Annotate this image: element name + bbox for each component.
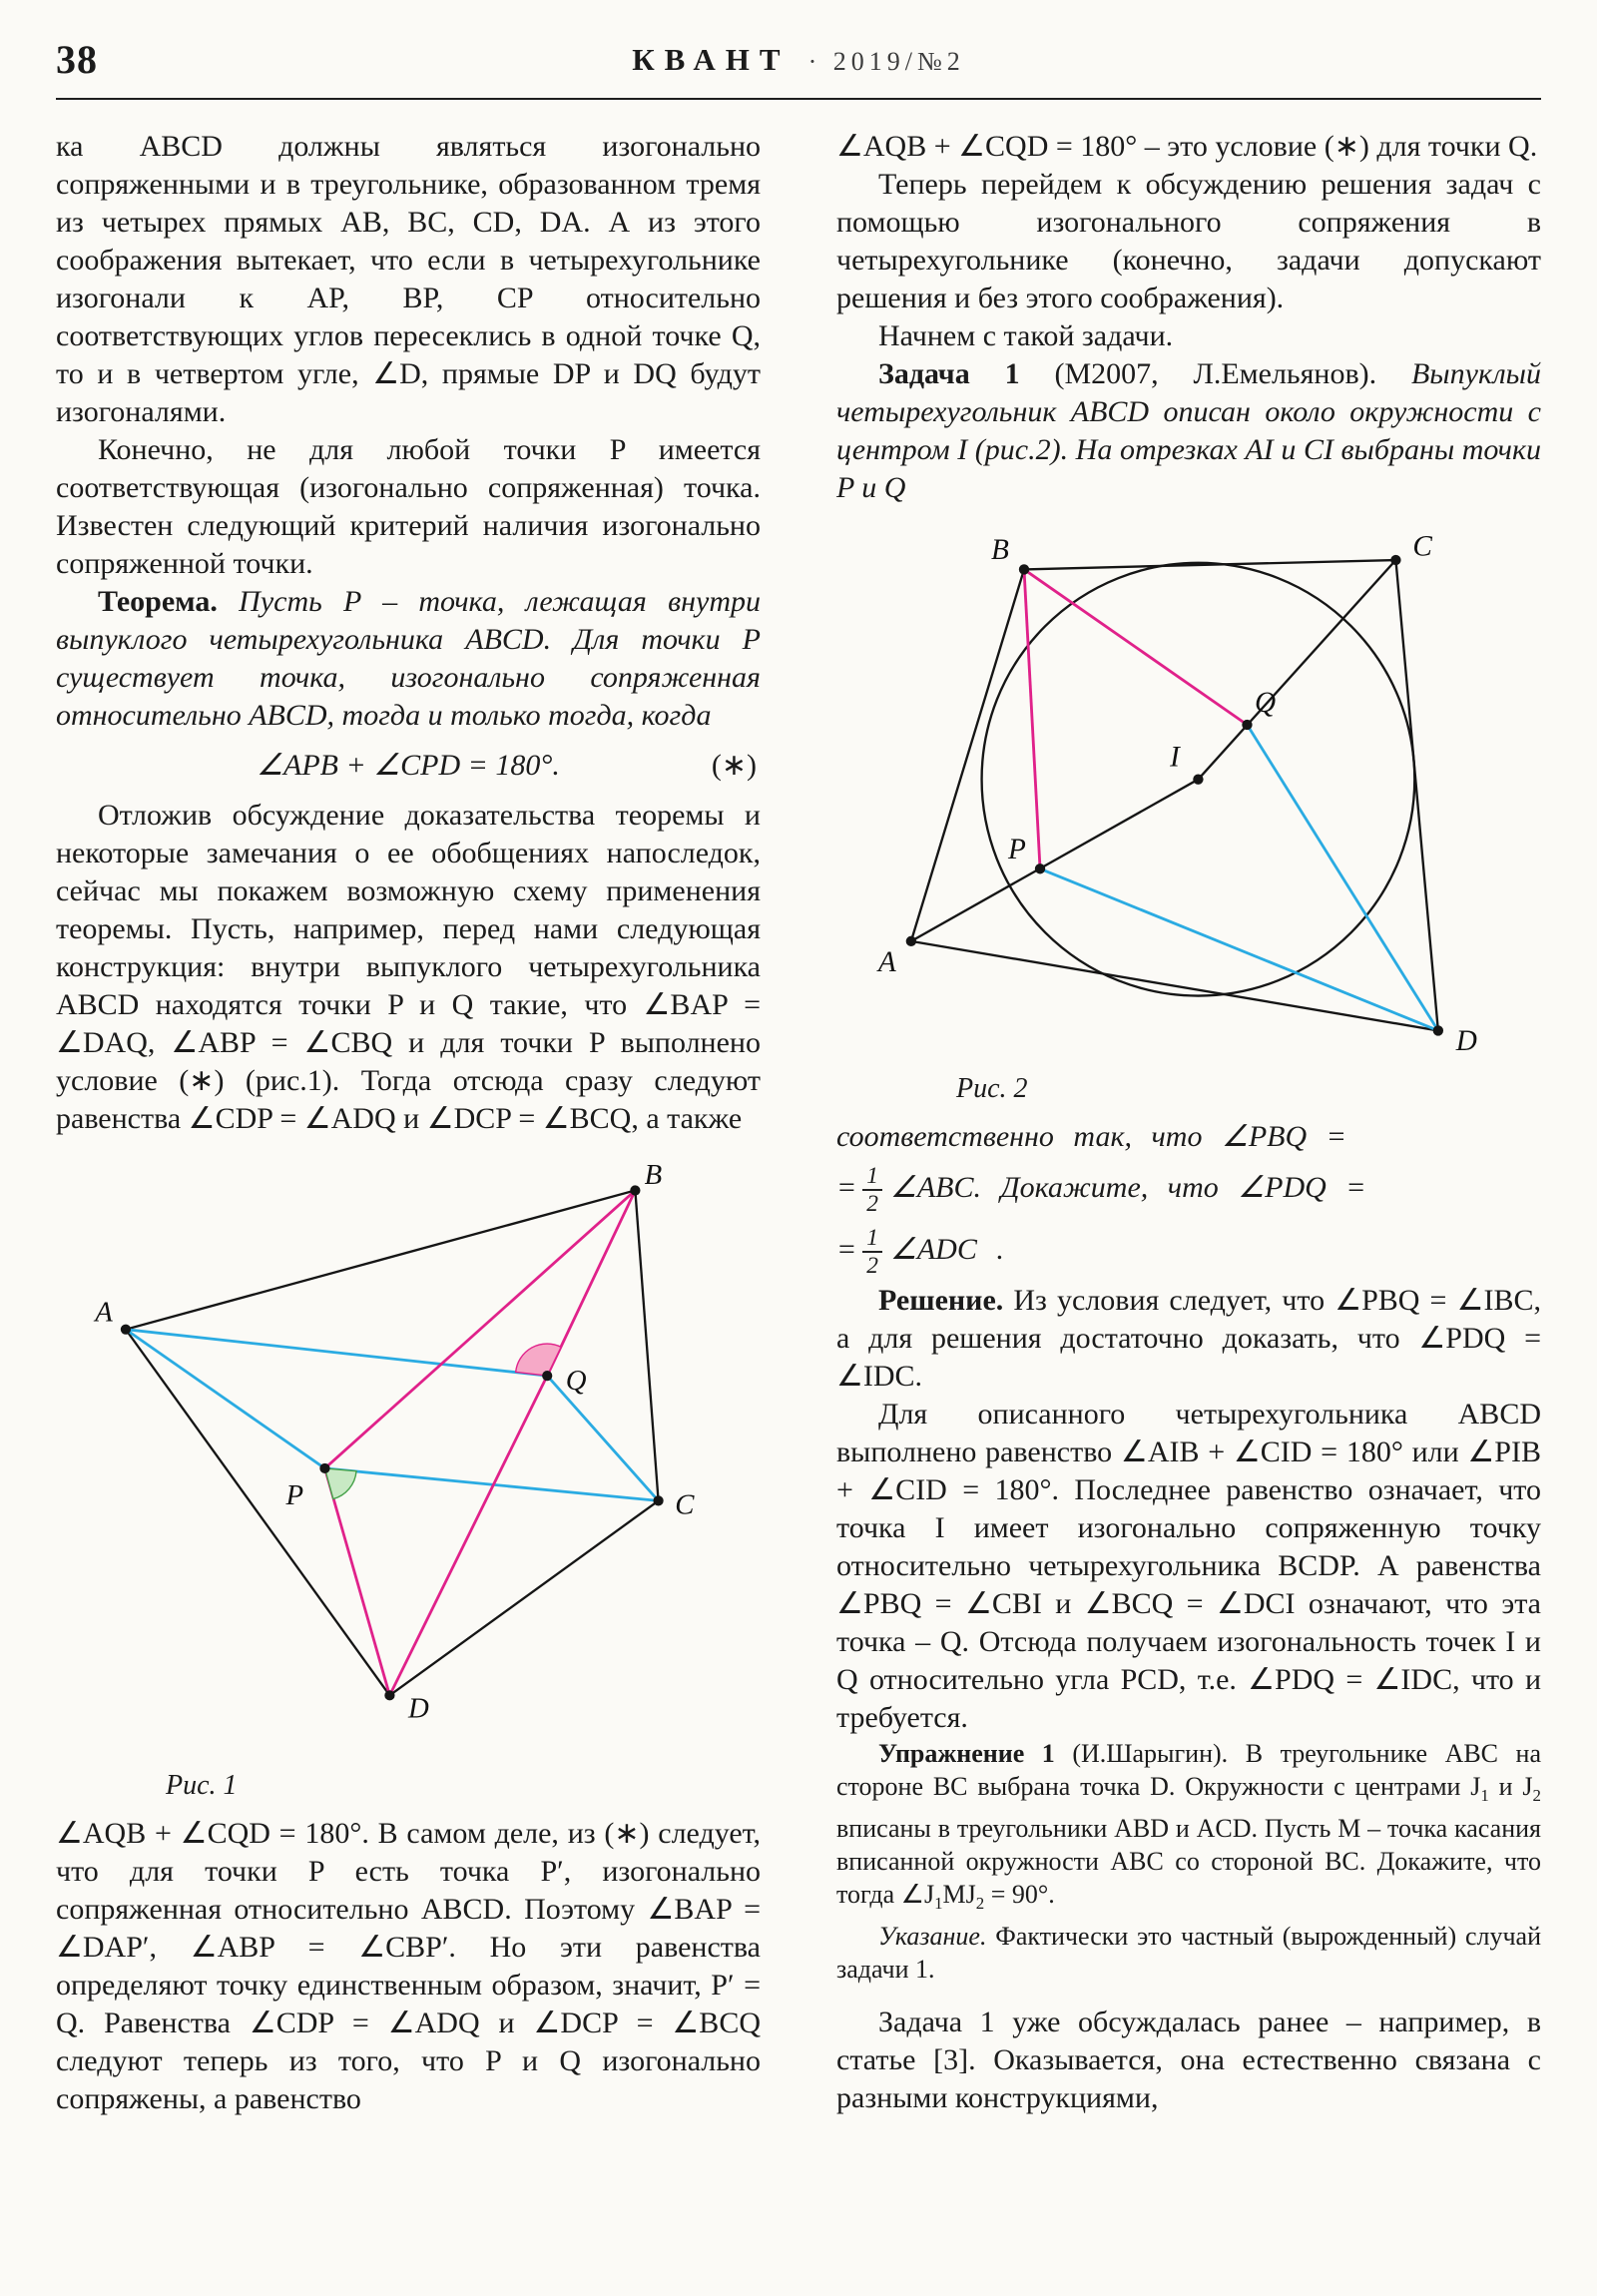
exercise-text-mid1: и J bbox=[1488, 1772, 1533, 1801]
hint-text: Фактически это частный (вырожденный) случай задачи 1. bbox=[836, 1922, 1541, 1985]
fig1-angle-wedge-P bbox=[324, 1468, 356, 1499]
fig1-point-P-dot bbox=[319, 1463, 329, 1473]
paragraph: ∠AQB + ∠CQD = 180° – это условие (∗) для точки Q. bbox=[836, 130, 1538, 163]
fig2-edge-BC bbox=[1024, 560, 1395, 569]
fig1-edge-BC bbox=[635, 1190, 658, 1500]
fig2-cyan-segments bbox=[1040, 725, 1438, 1030]
fig1-magenta-cevians bbox=[324, 1190, 635, 1695]
fig1-label-B: B bbox=[644, 1158, 663, 1191]
problem-continuation bbox=[836, 1118, 1541, 1280]
fig2-edge-CD bbox=[1395, 560, 1437, 1030]
paragraph: Отложив обсуждение доказательства теоремы и некоторые замечания о ее обобщениях напоследок, сейчас мы покажем возможную схему применения теоремы. Пусть, например, перед нами следующая конструкция: внутри выпуклого четырехугольника ABCD находятся точки P и Q такие, что ∠BAP = ∠DAQ, ∠ABP = ∠CBQ и для точки P выполнено условие (∗) (рис.1). Тогда отсюда сразу следуют равенства ∠CDP = ∠ADQ и ∠DCP = ∠BCQ, а также bbox=[56, 799, 761, 1135]
fig1-point-D-dot bbox=[384, 1690, 394, 1700]
fig1-point-B-dot bbox=[630, 1185, 640, 1195]
solution-text: Из условия следует, что ∠PBQ = ∠IBC, а для решения достаточно доказать, что ∠PDQ = ∠IDC. bbox=[836, 1284, 1541, 1393]
fig2-segment-CI bbox=[1198, 560, 1395, 780]
theorem-label: Теорема. bbox=[98, 585, 218, 618]
subscript-2: 2 bbox=[975, 1894, 985, 1914]
subscript-1: 1 bbox=[1480, 1786, 1489, 1806]
hint-label: Указание. bbox=[878, 1922, 987, 1952]
continuation-line-2-tail: ∠ABC. Докажите, что ∠PDQ = bbox=[889, 1171, 1366, 1204]
fig1-angle-wedge-Q bbox=[516, 1344, 561, 1376]
fig1-point-dots bbox=[121, 1185, 664, 1700]
solution-label: Решение. bbox=[878, 1284, 1004, 1317]
problem-source: (М2007, Л.Емельянов). bbox=[1019, 357, 1411, 390]
paragraph: Начнем с такой задачи. bbox=[878, 319, 1174, 352]
header-rule bbox=[56, 98, 1541, 100]
fig1-label-P: P bbox=[285, 1479, 304, 1512]
fig2-point-B-dot bbox=[1019, 564, 1029, 574]
figure-2 bbox=[836, 527, 1541, 1064]
exercise-text-end: = 90°. bbox=[984, 1880, 1055, 1910]
running-head bbox=[56, 42, 1541, 78]
fraction-denominator: 2 bbox=[866, 1253, 878, 1280]
fig2-label-I: I bbox=[1170, 741, 1180, 774]
fig2-edge-AB bbox=[911, 569, 1024, 940]
equals-sign: = bbox=[836, 1233, 857, 1266]
figure-1 bbox=[56, 1158, 761, 1761]
fig1-cevian-DP bbox=[324, 1468, 389, 1695]
fig1-cevian-AP bbox=[126, 1330, 325, 1468]
issue-label: · 2019/№2 bbox=[807, 47, 965, 76]
figure2-caption: Рис. 2 bbox=[956, 1073, 1028, 1104]
exercise-text-pre: В треугольнике ABC на стороне BC выбрана точка D. Окружности с центрами J bbox=[836, 1739, 1542, 1801]
fig2-point-A-dot bbox=[906, 936, 916, 946]
fig2-label-A: A bbox=[877, 946, 896, 979]
fig1-cevian-DQ bbox=[389, 1376, 547, 1695]
fig1-edge-CD bbox=[389, 1500, 658, 1695]
fig2-point-D-dot bbox=[1433, 1025, 1443, 1035]
fig1-label-D: D bbox=[408, 1692, 429, 1725]
fraction-denominator: 2 bbox=[866, 1191, 878, 1218]
paragraph: ка ABCD должны являться изогонально сопряженными и в треугольнике, образованном тремя из четырех прямых AB, BC, CD, DA. А из этого соображения вытекает, что если в четырехугольнике изогонали к AP, BP, CP относительно соответствующих углов пересеклись в одной точке Q, то и в четвертом угле, ∠D, прямые DP и DQ будут изогоналями. bbox=[56, 130, 761, 428]
fig1-cevian-CQ bbox=[547, 1376, 658, 1500]
continuation-line-2 bbox=[836, 1158, 1541, 1218]
paragraph: Теперь перейдем к обсуждению решения задач с помощью изогонального сопряжения в четырехугольнике (конечно, задачи допускают решения и без этого соображения). bbox=[836, 168, 1541, 314]
problem-paragraph bbox=[836, 355, 1541, 507]
continuation-line-3 bbox=[836, 1220, 1541, 1280]
exercise-paragraph bbox=[836, 1737, 1541, 1920]
solution-paragraph bbox=[836, 1282, 1541, 1396]
subscript-1: 1 bbox=[934, 1894, 943, 1914]
paragraph: Конечно, не для любой точки P имеется соответствующая (изогонально сопряженная) точка. Известен следующий критерий наличия изогонально сопряженной точки. bbox=[56, 433, 761, 580]
figure2-canvas bbox=[859, 527, 1518, 1054]
paragraph: Для описанного четырехугольника ABCD выполнено равенство ∠AIB + ∠CID = 180° или ∠PIB + ∠CID = 180°. Последнее равенство означает, что точка I имеет изогонально сопряженную точку относительно четырехугольника BCDP. А равенства ∠PBQ = ∠CBI и ∠BCQ = ∠DCI означают, что эта точка – Q. Отсюда получаем изогональность точек I и Q относительно угла PCD, т.е. ∠PDQ = ∠IDC, что и требуется. bbox=[836, 1398, 1541, 1734]
journal-title: КВАНТ bbox=[632, 42, 791, 77]
fig1-cevian-CP bbox=[324, 1468, 658, 1500]
right-column bbox=[836, 128, 1541, 2118]
one-half-fraction bbox=[862, 1163, 882, 1217]
equation-tag: (∗) bbox=[711, 749, 757, 782]
two-column-layout bbox=[56, 128, 1541, 2118]
one-half-fraction bbox=[862, 1225, 882, 1279]
figure1-caption: Рис. 1 bbox=[166, 1770, 238, 1801]
fig2-quadrilateral-edges bbox=[911, 560, 1438, 1030]
continuation-line-3-tail: ∠ADC . bbox=[889, 1233, 1004, 1266]
fig1-point-C-dot bbox=[653, 1495, 663, 1505]
page-number: 38 bbox=[56, 37, 98, 82]
paragraph: Задача 1 уже обсуждалась ранее – например, в статье [3]. Оказывается, она естественно связана с разными конструкциями, bbox=[836, 2006, 1541, 2115]
subscript-2: 2 bbox=[1532, 1786, 1541, 1806]
left-column bbox=[56, 128, 761, 2118]
fig2-label-P: P bbox=[1007, 833, 1026, 865]
equation-formula: ∠APB + ∠CPD = 180°. bbox=[257, 749, 560, 782]
exercise-source: (И.Шарыгин). bbox=[1054, 1739, 1246, 1768]
fig2-point-P-dot bbox=[1035, 863, 1045, 873]
fig2-label-C: C bbox=[1412, 530, 1432, 563]
fraction-numerator: 1 bbox=[862, 1225, 882, 1253]
fig1-label-C: C bbox=[675, 1488, 695, 1521]
fig2-label-Q: Q bbox=[1255, 686, 1277, 719]
fig2-segment-PD bbox=[1040, 868, 1438, 1030]
problem-label: Задача 1 bbox=[878, 357, 1020, 390]
fig2-point-I-dot bbox=[1193, 775, 1203, 785]
fig1-cyan-cevians bbox=[126, 1330, 659, 1501]
theorem-text: Пусть P – точка, лежащая внутри выпуклого четырехугольника ABCD. Для точки P существует точка, изогонально сопряженная относительно ABCD, тогда и только тогда, когда bbox=[56, 585, 761, 732]
fig2-point-dots bbox=[906, 555, 1443, 1036]
page-header bbox=[56, 36, 1541, 88]
fig1-label-Q: Q bbox=[565, 1365, 587, 1398]
fig2-point-C-dot bbox=[1390, 555, 1400, 565]
fig2-segment-QD bbox=[1247, 725, 1437, 1030]
equals-sign: = bbox=[836, 1171, 857, 1204]
fig2-edge-DA bbox=[911, 941, 1438, 1031]
exercise-label: Упражнение 1 bbox=[878, 1739, 1055, 1768]
continuation-line-1: соответственно так, что ∠PBQ = bbox=[836, 1120, 1346, 1153]
fig1-quadrilateral-edges bbox=[126, 1190, 659, 1695]
problem-text: Выпуклый четырехугольник ABCD описан около окружности с центром I (рис.2). На отрезках AI и CI выбраны точки P и Q bbox=[836, 357, 1541, 504]
fig2-point-Q-dot bbox=[1242, 720, 1252, 730]
theorem-paragraph bbox=[56, 583, 761, 735]
fig2-label-B: B bbox=[991, 534, 1009, 567]
fig2-label-D: D bbox=[1455, 1025, 1477, 1054]
fig1-label-A: A bbox=[95, 1296, 113, 1329]
display-equation bbox=[56, 747, 761, 785]
fraction-numerator: 1 bbox=[862, 1163, 882, 1191]
exercise-text-mid2: вписаны в треугольники ABD и ACD. Пусть M – точка касания вписанной окружности ABC со стороной BC. Докажите, что тогда ∠J bbox=[836, 1814, 1541, 1910]
fig1-edge-DA bbox=[126, 1330, 390, 1696]
fig1-cevian-AQ bbox=[126, 1330, 547, 1376]
fig2-segment-BQ bbox=[1024, 569, 1247, 725]
exercise-text-mid3: MJ bbox=[942, 1880, 976, 1910]
paragraph: ∠AQB + ∠CQD = 180°. В самом деле, из (∗) следует, что для точки P есть точка P′, изогонально сопряженная относительно ABCD. Поэтому ∠BAP = ∠DAP′, ∠ABP = ∠CBP′. Но эти равенства определяют точку единственным образом, значит, P′ = Q. Равенства ∠CDP = ∠ADQ и ∠DCP = ∠BCQ следуют теперь из того, что P и Q изогонально сопряжены, а равенство bbox=[56, 1817, 761, 2115]
hint-paragraph bbox=[836, 1920, 1541, 1986]
fig1-point-Q-dot bbox=[542, 1371, 552, 1381]
fig2-segment-BP bbox=[1024, 569, 1040, 868]
fig1-point-A-dot bbox=[121, 1325, 131, 1335]
figure1-canvas bbox=[84, 1158, 733, 1751]
